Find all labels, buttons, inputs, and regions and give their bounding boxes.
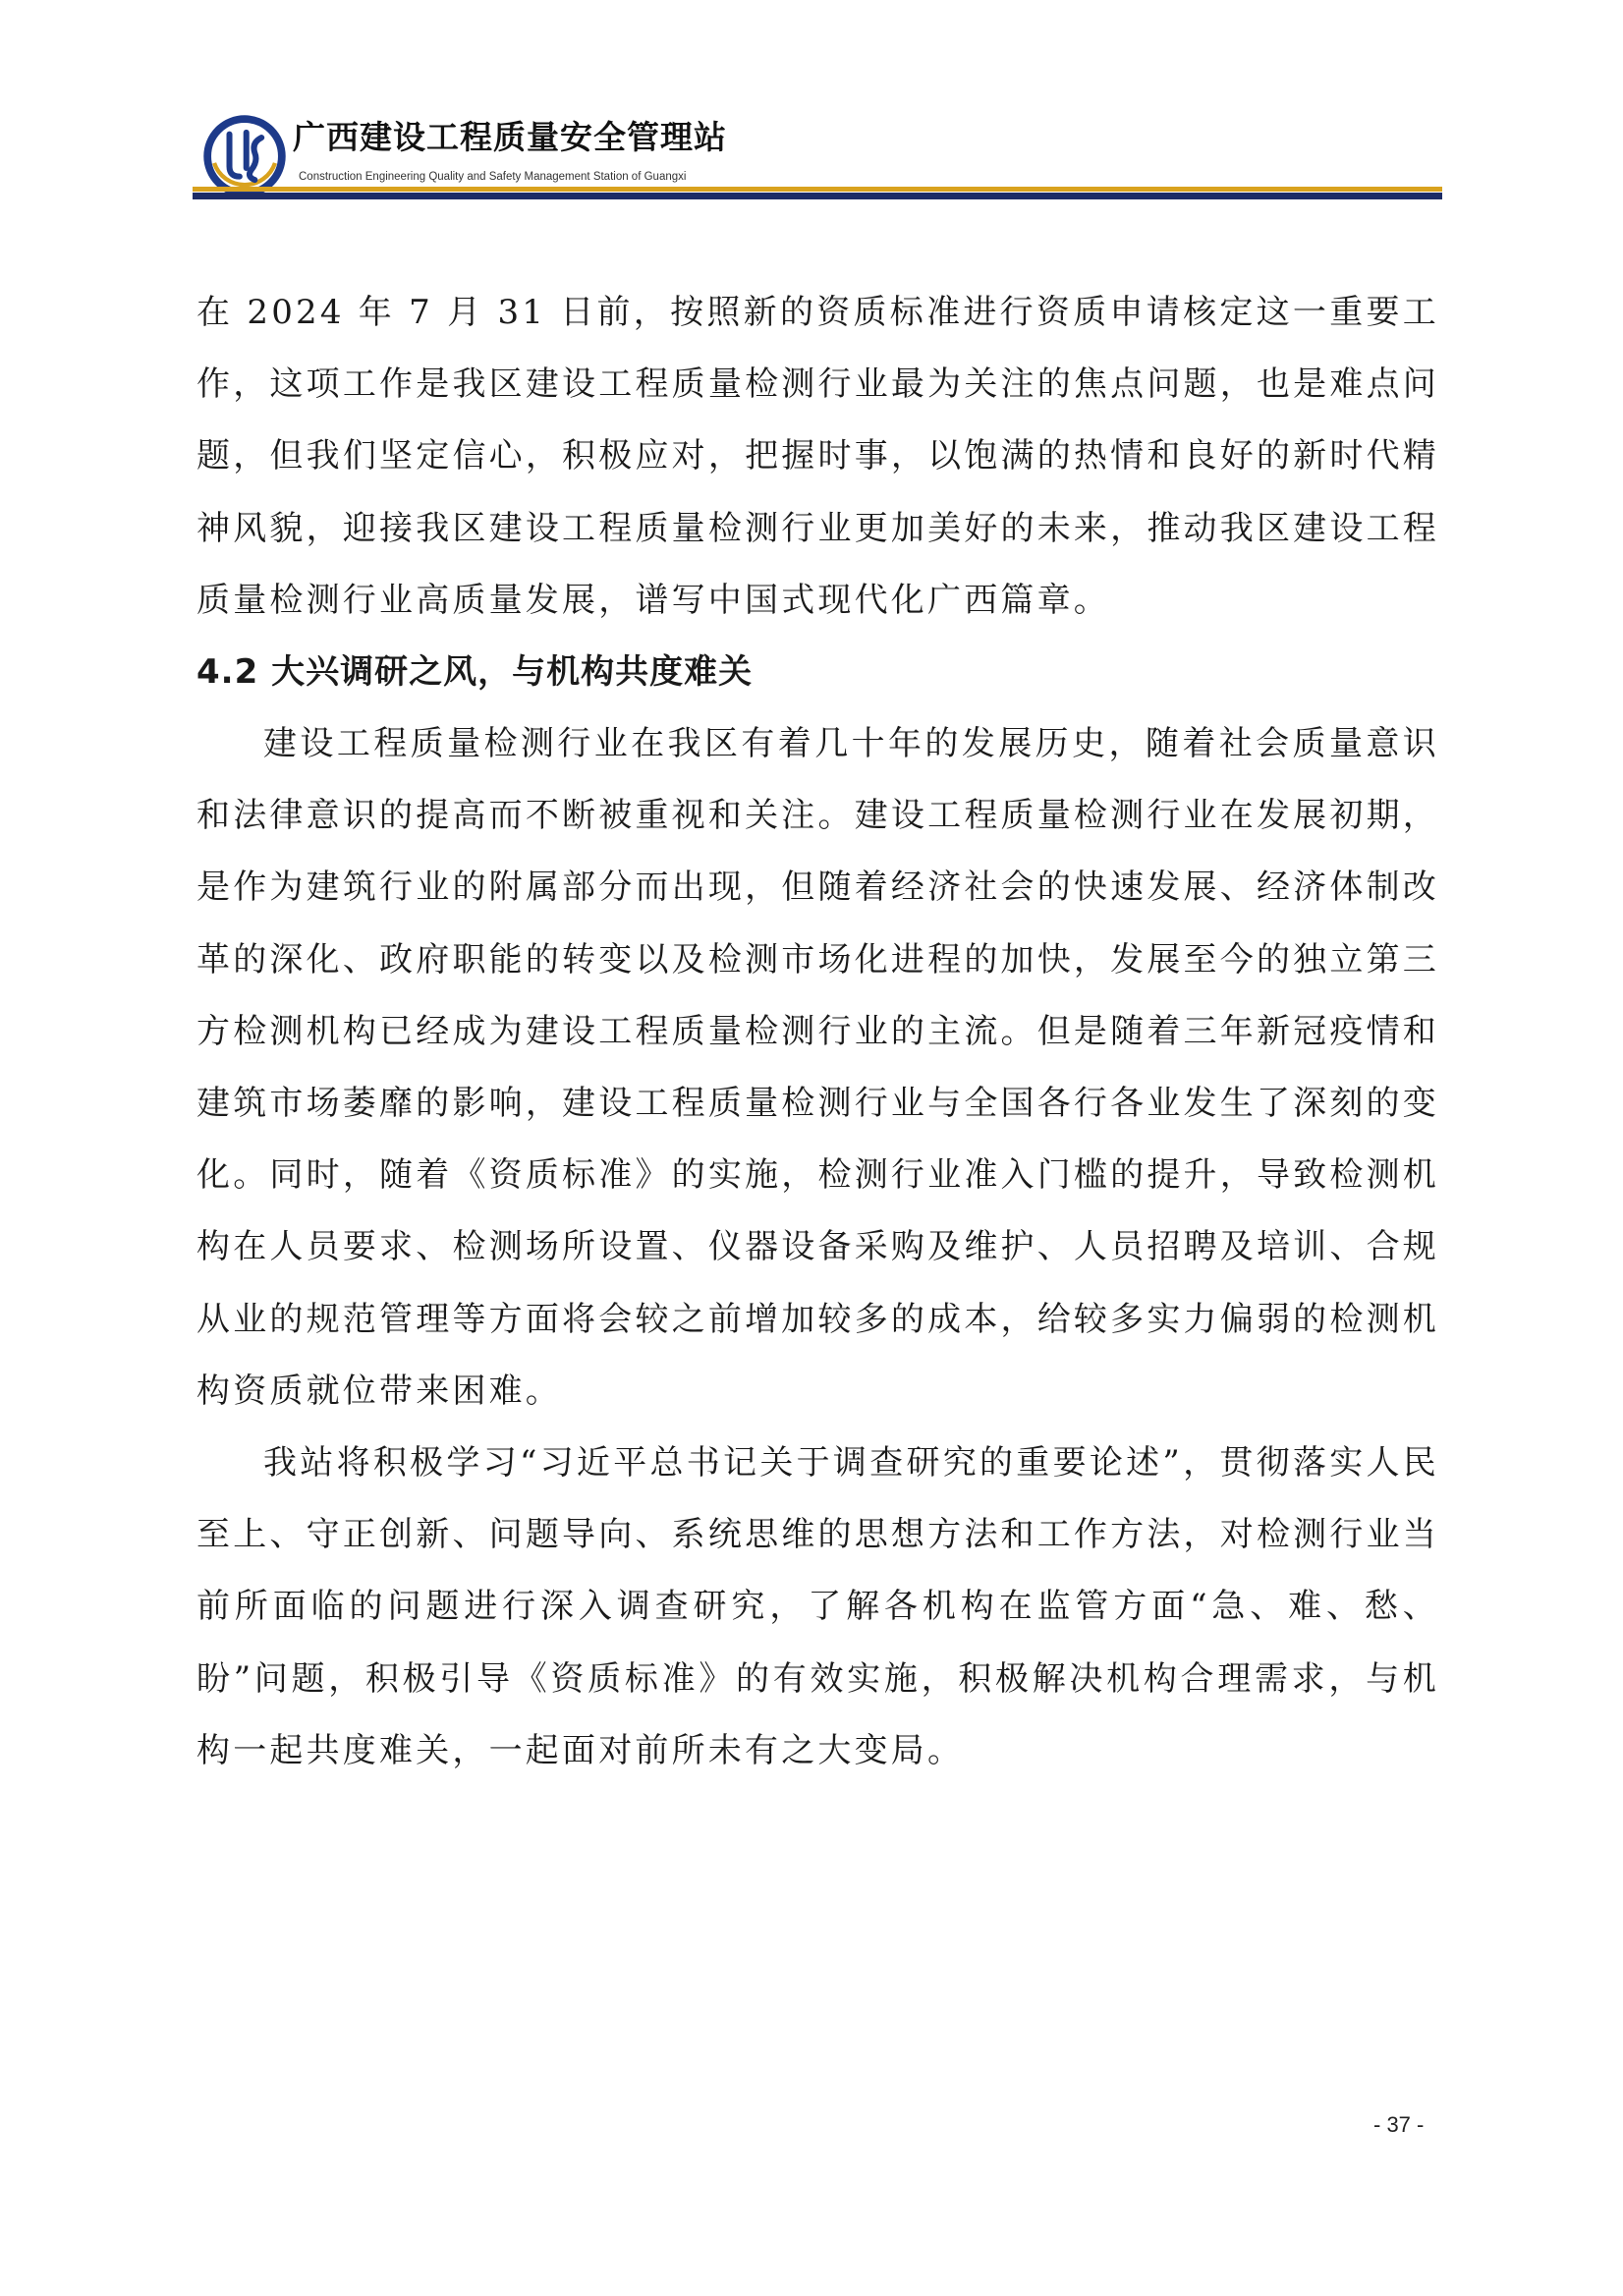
organization-name: 广西建设工程质量安全管理站: [293, 118, 727, 156]
section-heading: 4.2 大兴调研之风，与机构共度难关: [196, 652, 754, 693]
paragraph-continued: 在 2024 年 7 月 31 日前，按照新的资质标准进行资质申请核定这一重要工作，这项工作是我区建设工程质量检测行业最为关注的焦点问题，也是难点问题，但我们坚定信心，积极应对，把握时事，以饱满的热情和良好的新时代精神风貌，迎接我区建设工程质量检测行业更加美好的未来，推动我区建设工程质量检测行业高质量发展，谱写中国式现代化广西篇章。: [196, 293, 1439, 620]
paragraph: 我站将积极学习“习近平总书记关于调查研究的重要论述”，贯彻落实人民至上、守正创新、问题导向、系统思维的思想方法和工作方法，对检测行业当前所面临的问题进行深入调查研究，了解各机构在监管方面“急、难、愁、盼”问题，积极引导《资质标准》的有效实施，积极解决机构合理需求，与机构一起共度难关，一起面对前所未有之大变局。: [196, 1443, 1439, 1770]
document-body: [196, 277, 1439, 1787]
page-header: [193, 110, 1442, 208]
header-gold-rule: [193, 187, 1442, 192]
header-navy-rule: [193, 193, 1442, 199]
page-number: - 37 -: [1373, 2112, 1425, 2137]
organization-name-english: Construction Engineering Quality and Safety Management Station of Guangxi: [299, 171, 687, 183]
paragraph: 建设工程质量检测行业在我区有着几十年的发展历史，随着社会质量意识和法律意识的提高而不断被重视和关注。建设工程质量检测行业在发展初期，是作为建筑行业的附属部分而出现，但随着经济社会的快速发展、经济体制改革的深化、政府职能的转变以及检测市场化进程的加快，发展至今的独立第三方检测机构已经成为建设工程质量检测行业的主流。但是随着三年新冠疫情和建筑市场萎靡的影响，建设工程质量检测行业与全国各行各业发生了深刻的变化。同时，随着《资质标准》的实施，检测行业准入门槛的提升，导致检测机构在人员要求、检测场所设置、仪器设备采购及维护、人员招聘及培训、合规从业的规范管理等方面将会较之前增加较多的成本，给较多实力偏弱的检测机构资质就位带来困难。: [196, 724, 1439, 1411]
